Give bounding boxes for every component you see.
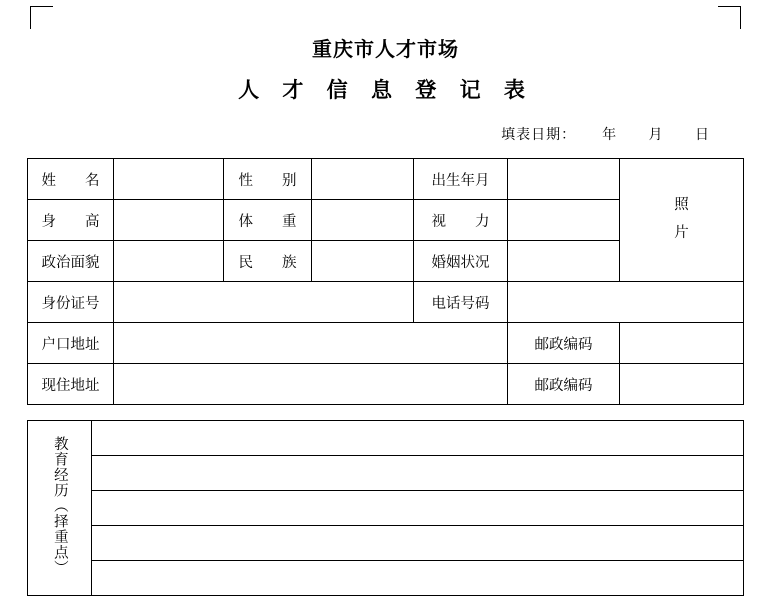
table-row: [28, 323, 744, 364]
label-political-status: 政治面貌: [28, 241, 114, 282]
label-current-postcode: 邮政编码: [508, 364, 620, 405]
label-birthdate: 出生年月: [414, 159, 508, 200]
label-eyesight: 视 力: [414, 200, 508, 241]
education-line-1[interactable]: [92, 421, 744, 456]
education-table: [27, 420, 744, 596]
photo-label-line1: 照: [674, 197, 689, 214]
label-household-postcode: 邮政编码: [508, 323, 620, 364]
education-label-text: 教育经历（择重点）: [51, 436, 68, 576]
value-weight[interactable]: [312, 200, 414, 241]
education-line-5[interactable]: [92, 561, 744, 596]
photo-label-line2: 片: [674, 225, 689, 241]
value-birthdate[interactable]: [508, 159, 620, 200]
education-line-2[interactable]: [92, 456, 744, 491]
label-weight: 体 重: [224, 200, 312, 241]
label-household-address: 户口地址: [28, 323, 114, 364]
fill-date-label: 填表日期：: [501, 127, 577, 143]
value-eyesight[interactable]: [508, 200, 620, 241]
table-row: [28, 421, 744, 456]
crop-mark-top-right: [718, 6, 741, 29]
label-education-history: [28, 421, 92, 596]
value-household-postcode[interactable]: [620, 323, 744, 364]
value-current-postcode[interactable]: [620, 364, 744, 405]
education-line-3[interactable]: [92, 491, 744, 526]
value-household-address[interactable]: [114, 323, 508, 364]
value-height[interactable]: [114, 200, 224, 241]
value-ethnicity[interactable]: [312, 241, 414, 282]
value-phone-number[interactable]: [508, 282, 744, 323]
label-id-number: 身份证号: [28, 282, 114, 323]
photo-box[interactable]: [620, 159, 744, 282]
table-row: [28, 364, 744, 405]
label-ethnicity: 民 族: [224, 241, 312, 282]
fill-date-ymd: 年 月 日: [602, 127, 723, 143]
value-id-number[interactable]: [114, 282, 414, 323]
label-phone-number: 电话号码: [414, 282, 508, 323]
label-name: 姓 名: [28, 159, 114, 200]
personal-info-table: [27, 158, 744, 405]
table-row: [28, 282, 744, 323]
value-political-status[interactable]: [114, 241, 224, 282]
document-title-sub: 人 才 信 息 登 记 表: [238, 78, 533, 102]
table-row: [28, 159, 744, 200]
value-marital-status[interactable]: [508, 241, 620, 282]
label-gender: 性 别: [224, 159, 312, 200]
crop-mark-top-left: [30, 6, 53, 29]
table-row: [28, 456, 744, 491]
document-title-main: 重庆市人才市场: [312, 37, 459, 61]
label-marital-status: 婚姻状况: [414, 241, 508, 282]
table-row: [28, 526, 744, 561]
value-current-address[interactable]: [114, 364, 508, 405]
label-height: 身 高: [28, 200, 114, 241]
label-current-address: 现住地址: [28, 364, 114, 405]
value-name[interactable]: [114, 159, 224, 200]
education-line-4[interactable]: [92, 526, 744, 561]
value-gender[interactable]: [312, 159, 414, 200]
table-row: [28, 561, 744, 596]
table-row: [28, 491, 744, 526]
fill-date-line: [0, 124, 771, 144]
